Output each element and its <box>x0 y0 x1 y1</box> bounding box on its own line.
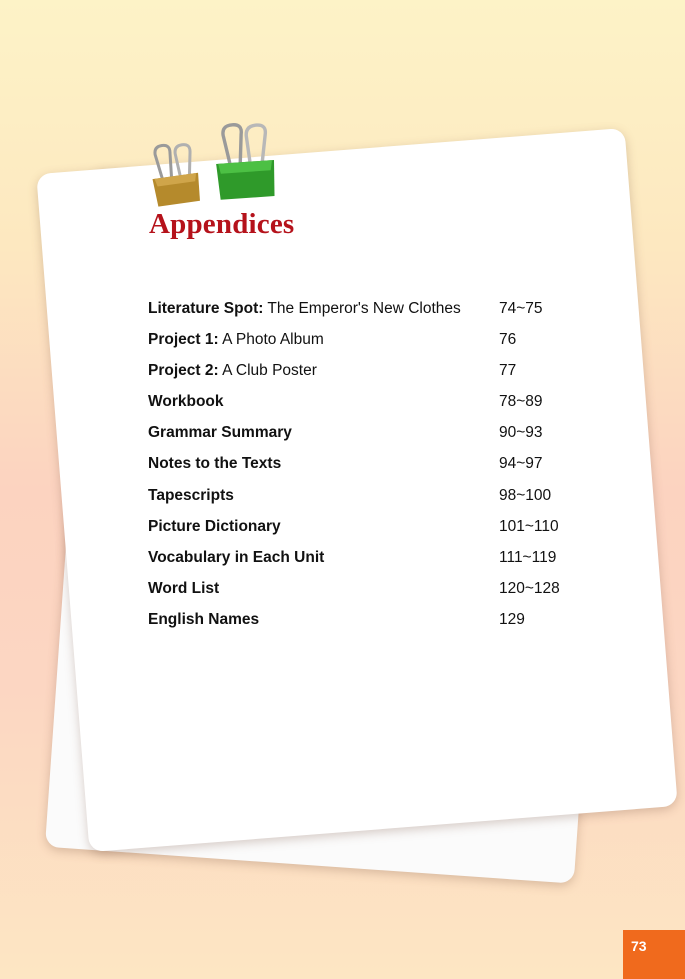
entry-label: Tapescripts <box>148 486 234 504</box>
page-title: Appendices <box>149 208 295 240</box>
appendix-list <box>148 297 568 639</box>
entry-label: Project 1: <box>148 331 219 349</box>
entry-label: Word List <box>148 579 220 597</box>
entry-pages: 101~110 <box>499 517 559 535</box>
binder-clip-green-icon <box>208 120 282 202</box>
entry-label: Grammar Summary <box>148 424 292 442</box>
list-item <box>148 390 568 421</box>
entry-pages: 76 <box>499 331 517 349</box>
list-item <box>148 297 568 328</box>
entry-subtitle: A Club Poster <box>218 362 317 380</box>
page-number-badge: 73 <box>623 930 685 979</box>
entry-label: English Names <box>148 610 260 628</box>
entry-label: Picture Dictionary <box>148 517 281 535</box>
entry-subtitle: The Emperor's New Clothes <box>263 300 461 317</box>
entry-pages: 94~97 <box>499 455 543 473</box>
list-item <box>148 421 568 452</box>
list-item <box>148 608 568 639</box>
list-item <box>148 546 568 577</box>
entry-label: Project 2: <box>148 362 219 380</box>
entry-label: Vocabulary in Each Unit <box>148 548 325 566</box>
binder-clip-gold-icon <box>144 140 206 208</box>
list-item <box>148 577 568 608</box>
list-item <box>148 328 568 359</box>
entry-pages: 78~89 <box>499 393 543 411</box>
entry-pages: 90~93 <box>499 424 543 442</box>
entry-label: Notes to the Texts <box>148 455 282 473</box>
list-item <box>148 452 568 483</box>
list-item <box>148 484 568 515</box>
entry-pages: 111~119 <box>499 548 557 566</box>
entry-subtitle: A Photo Album <box>218 331 324 349</box>
entry-pages: 98~100 <box>499 486 552 504</box>
entry-pages: 120~128 <box>499 579 560 597</box>
entry-label: Workbook <box>148 393 224 411</box>
entry-pages: 77 <box>499 362 517 380</box>
entry-pages: 129 <box>499 610 525 628</box>
list-item <box>148 359 568 390</box>
entry-label: Literature Spot: <box>148 300 264 317</box>
entry-pages: 74~75 <box>499 300 543 317</box>
list-item <box>148 515 568 546</box>
